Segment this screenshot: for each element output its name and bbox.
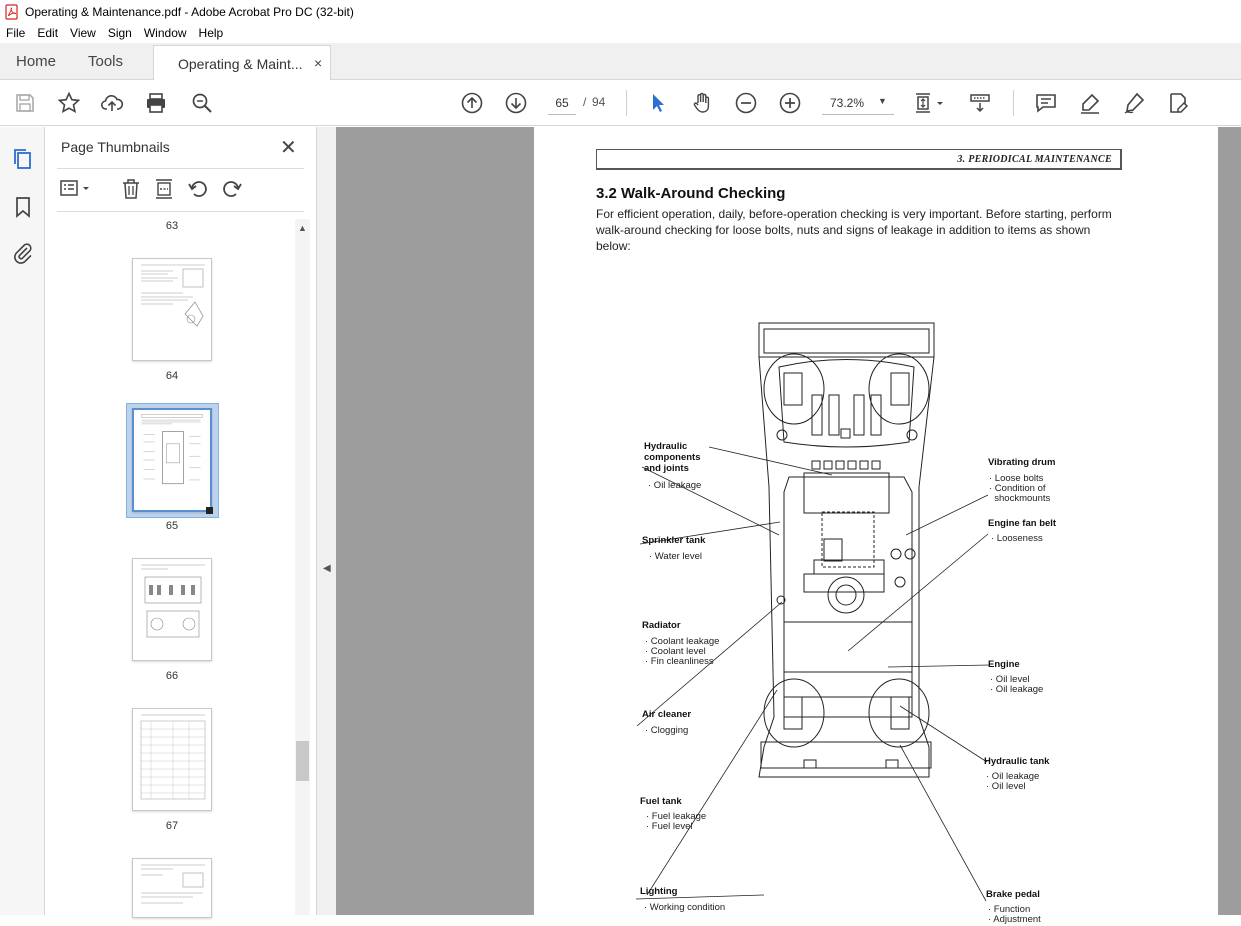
- panel-close-icon[interactable]: ✕: [280, 137, 297, 159]
- pdf-page: [534, 127, 1218, 925]
- panel-divider: [57, 211, 304, 212]
- rotate-counterclockwise-icon[interactable]: [186, 177, 210, 201]
- panel-splitter[interactable]: [317, 127, 336, 915]
- select-cursor-icon[interactable]: [646, 91, 670, 115]
- fill-sign-icon[interactable]: [1166, 91, 1190, 115]
- zoom-level-select[interactable]: [822, 91, 894, 115]
- section-body-text: For efficient operation, daily, before-operation checking is very important. Before starting, perform walk-around checking for loose bolts, nuts and signs of leakage in addition to items as shown below:: [596, 207, 1112, 253]
- next-page-icon[interactable]: [504, 91, 528, 115]
- thumbnail-page-number: 63: [165, 220, 179, 232]
- label-engine-fan-belt: Engine fan belt: [988, 518, 1057, 529]
- sublabel-oil-level: · Oil level: [990, 674, 1030, 685]
- toolbar-divider: [626, 90, 627, 116]
- sublabel-fuel-leakage: · Fuel leakage: [646, 811, 707, 822]
- sublabel-oil-leakage: · Oil leakage: [648, 480, 702, 491]
- main-toolbar: [0, 80, 1241, 126]
- thumbnails-scrollbar[interactable]: [295, 219, 310, 915]
- bookmarks-icon[interactable]: [11, 195, 35, 219]
- zoom-level-value: 73.2%: [830, 96, 865, 110]
- toolbar-divider: [1013, 90, 1014, 116]
- sublabel-water-level: · Water level: [649, 551, 702, 562]
- section-title: 3.2 Walk-Around Checking: [596, 185, 786, 202]
- options-menu-icon[interactable]: [59, 177, 95, 201]
- label-hydraulic-components: [644, 441, 700, 474]
- thumbnail-page-65[interactable]: [132, 408, 212, 512]
- sublabel-clogging: · Clogging: [645, 725, 689, 736]
- sublabel-loose-bolts: · Loose bolts: [989, 473, 1044, 484]
- page-thumbnails-panel: [45, 127, 317, 915]
- thumbnail-page-number: 65: [165, 520, 179, 532]
- save-icon[interactable]: [13, 91, 37, 115]
- label-engine: Engine: [988, 659, 1020, 670]
- insert-page-icon[interactable]: [152, 177, 176, 201]
- thumbnail-page-number: 66: [165, 670, 179, 682]
- walk-around-diagram: [534, 277, 1218, 925]
- attachments-paperclip-icon[interactable]: [11, 241, 35, 265]
- tab-close-icon[interactable]: ×: [314, 55, 323, 71]
- comment-icon[interactable]: [1034, 91, 1058, 115]
- window-title: Operating & Maintenance.pdf - Adobe Acrobat Pro DC (32-bit): [25, 4, 354, 19]
- zoom-in-icon[interactable]: [778, 91, 802, 115]
- rotate-clockwise-icon[interactable]: [220, 177, 244, 201]
- page-header-box: [596, 149, 1122, 170]
- scrolling-mode-icon[interactable]: [968, 91, 992, 115]
- sublabel-adjustment: · Adjustment: [988, 914, 1041, 925]
- menu-sign[interactable]: Sign: [107, 26, 132, 40]
- sublabel-function: · Function: [988, 904, 1031, 915]
- sublabel-oil-level: · Oil level: [986, 781, 1026, 792]
- tab-tools[interactable]: Tools: [88, 53, 124, 70]
- tab-document[interactable]: [153, 45, 331, 81]
- scroll-up-arrow-icon[interactable]: ▲: [298, 223, 307, 233]
- label-brake-pedal: Brake pedal: [986, 889, 1040, 900]
- document-viewer[interactable]: [336, 127, 1241, 925]
- page-separator: /: [583, 95, 587, 109]
- upload-cloud-icon[interactable]: [100, 91, 124, 115]
- label-line: Hydraulic: [644, 441, 688, 452]
- thumbnail-view-box[interactable]: [206, 507, 213, 514]
- tab-document-label: Operating & Maint...: [178, 56, 303, 72]
- menu-view[interactable]: View: [70, 26, 96, 40]
- label-radiator: Radiator: [642, 620, 681, 631]
- page-header-text: 3. PERIODICAL MAINTENANCE: [957, 154, 1112, 165]
- sublabel-oil-leakage: · Oil leakage: [990, 684, 1044, 695]
- label-line: and joints: [644, 463, 689, 474]
- label-lighting: Lighting: [640, 886, 678, 897]
- collapse-panel-arrow-icon[interactable]: ◀: [323, 563, 331, 574]
- panel-divider: [57, 168, 304, 169]
- highlight-pen-icon[interactable]: [1078, 91, 1102, 115]
- tab-bar: [0, 43, 1241, 80]
- page-total: 94: [592, 95, 606, 109]
- label-hydraulic-tank: Hydraulic tank: [984, 756, 1050, 767]
- label-air-cleaner: Air cleaner: [642, 709, 692, 720]
- label-vibrating-drum: Vibrating drum: [988, 457, 1056, 468]
- zoom-search-icon[interactable]: [190, 91, 214, 115]
- sublabel-fin-cleanliness: · Fin cleanliness: [645, 656, 714, 667]
- label-sprinkler-tank: Sprinkler tank: [642, 535, 706, 546]
- bookmark-star-icon[interactable]: [57, 91, 81, 115]
- label-fuel-tank: Fuel tank: [640, 796, 682, 807]
- acrobat-icon: [5, 5, 19, 19]
- previous-page-icon[interactable]: [460, 91, 484, 115]
- delete-page-icon[interactable]: [119, 177, 143, 201]
- scrollbar-handle[interactable]: [296, 741, 309, 781]
- sublabel-fuel-level: · Fuel level: [646, 821, 693, 832]
- sublabel-working-condition: · Working condition: [644, 902, 726, 913]
- sublabel-condition-of: · Condition of: [989, 483, 1046, 494]
- thumbnail-page-number: 67: [165, 820, 179, 832]
- thumbnail-page-67[interactable]: [132, 708, 212, 811]
- thumbnail-page-number: 64: [165, 370, 179, 382]
- menu-edit[interactable]: Edit: [37, 26, 59, 40]
- sublabel-coolant-level: · Coolant level: [645, 646, 706, 657]
- menu-file[interactable]: File: [6, 26, 26, 40]
- page-number-input[interactable]: 65: [548, 91, 576, 115]
- title-bar: [0, 0, 1241, 23]
- menu-help[interactable]: Help: [198, 26, 224, 40]
- sign-pen-icon[interactable]: [1122, 91, 1146, 115]
- page-fit-icon[interactable]: [912, 91, 948, 115]
- print-icon[interactable]: [144, 91, 168, 115]
- menu-bar: [0, 23, 1241, 43]
- sublabel-looseness: · Looseness: [991, 533, 1043, 544]
- menu-window[interactable]: Window: [143, 26, 187, 40]
- sublabel-oil-leakage: · Oil leakage: [986, 771, 1040, 782]
- thumbnail-page-68[interactable]: [132, 858, 212, 918]
- zoom-out-icon[interactable]: [734, 91, 758, 115]
- roller-machine-drawing: [534, 277, 1218, 797]
- hand-tool-icon[interactable]: [690, 91, 714, 115]
- page-thumbnails-icon[interactable]: [11, 147, 35, 171]
- sublabel-coolant-leakage: · Coolant leakage: [645, 636, 720, 647]
- chevron-down-icon: ▼: [878, 96, 887, 106]
- sublabel-shockmounts: shockmounts: [989, 493, 1051, 504]
- panel-title: Page Thumbnails: [61, 139, 170, 155]
- tab-home[interactable]: Home: [16, 53, 57, 70]
- left-navigation-rail: [0, 127, 45, 915]
- thumbnail-page-66[interactable]: [132, 558, 212, 661]
- thumbnail-page-64[interactable]: [132, 258, 212, 361]
- label-line: components: [644, 452, 701, 463]
